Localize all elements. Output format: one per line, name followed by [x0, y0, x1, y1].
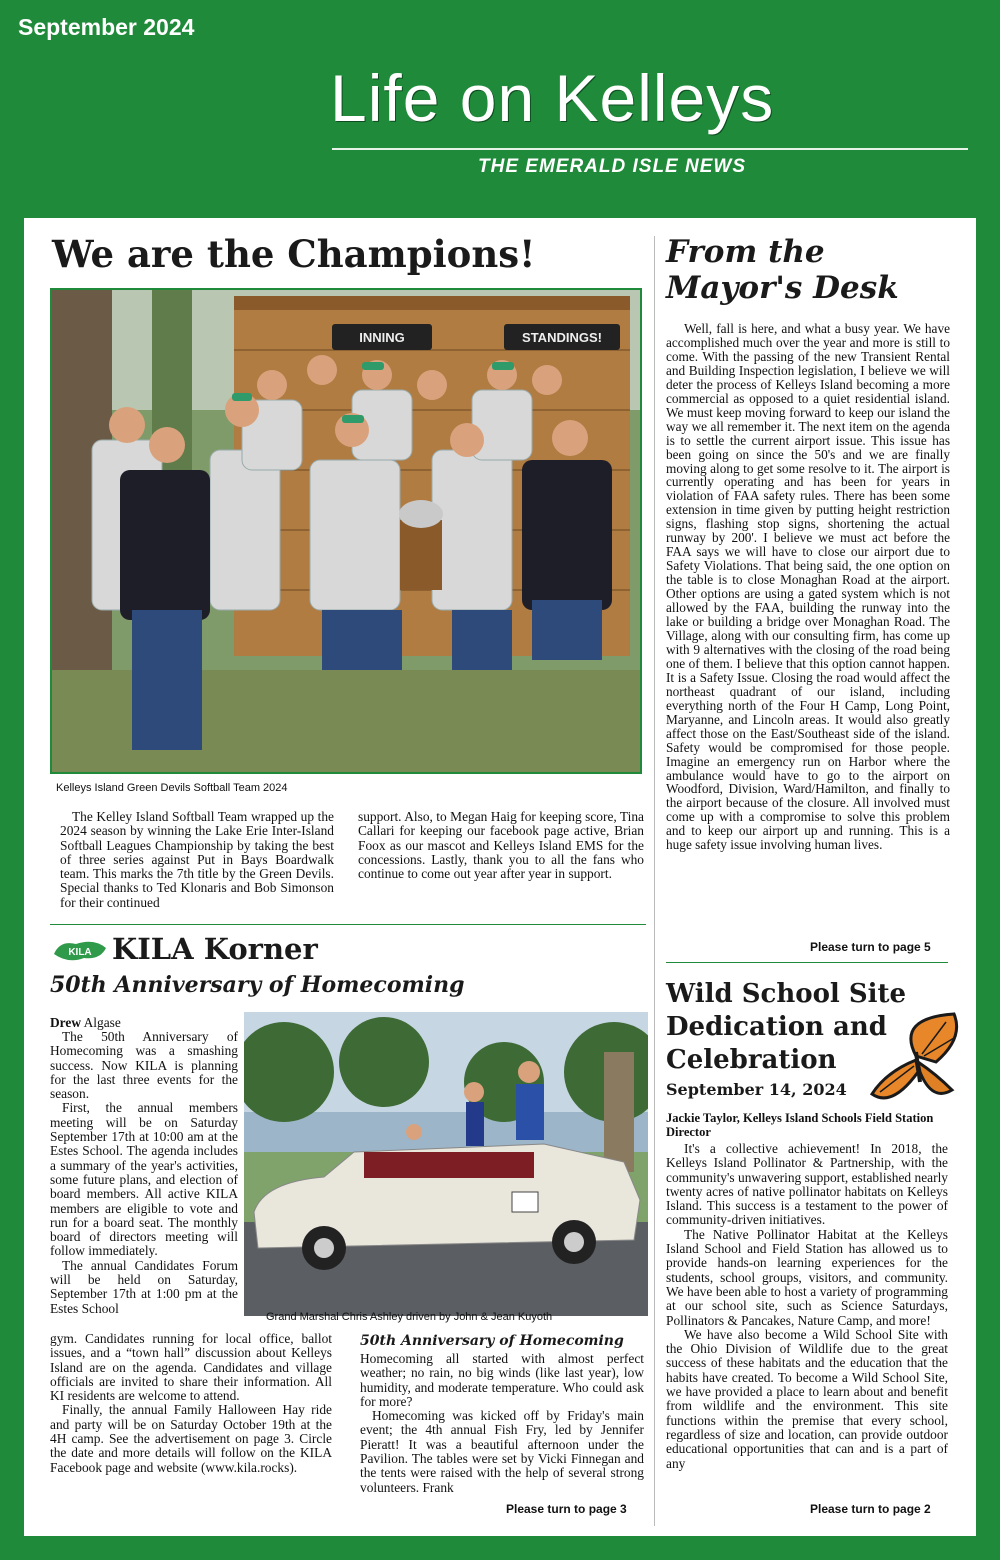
champions-headline: We are the Champions!: [52, 232, 536, 276]
issue-date: September 2024: [18, 14, 195, 40]
softball-team-photo: [50, 288, 642, 774]
mayor-divider: [666, 962, 948, 963]
wild-school-continued: Please turn to page 2: [810, 1502, 931, 1516]
kila-subhead: 50th Anniversary of Homecoming: [50, 972, 465, 998]
champions-col1: The Kelley Island Softball Team wrapped up the 2024 season by winning the Lake Erie Inter-Island Softball Leagues Championship by taking the best of three series against Put in Bays Boardwalk team. This marks the 7th title by the Green Devils. Special thanks to Ted Klonaris and Bob Simonson for their continued: [60, 809, 334, 910]
parade-car-illustration: [244, 1012, 648, 1316]
photo-sign-standings: STANDINGS!: [522, 330, 602, 345]
wild-school-body: It's a collective achievement! In 2018, the Kelleys Island Pollinator & Partnership, with the community's unwavering support, established nearly twenty acres of native pollinator habitats on Kelleys Island. This success is a testament to the power of community-driven initiatives. The Native Pollinator Habitat at the Kelleys Island School and Field Station has allowed us to provide hands-on learning experiences for the students, school groups, visitors, and community. We have been able to host a variety of programming at our school site, such as Science Saturdays, Pollinators & Pancakes, Nature Camp, and more! We have also become a Wild School Site with the Ohio Division of Wildlife due to the great success of these habitats and the education that the habits have created. To become a Wild School Site, we have provided a place to learn about and benefit from wildlife and the environment. This site functions within the premise that every school, regardless of size and location, can provide outdoor educational opportunities that can and is a part of any: [666, 1141, 948, 1471]
homecoming-parade-photo: [244, 1012, 648, 1316]
kila-headline: KILA Korner: [112, 932, 318, 966]
wild-school-byline: Jackie Taylor, Kelleys Island Schools Field Station Director: [666, 1111, 934, 1139]
kila-continued: Please turn to page 3: [506, 1502, 627, 1516]
softball-photo-caption: Kelleys Island Green Devils Softball Team 2024: [56, 782, 288, 794]
softball-team-illustration: [52, 290, 640, 772]
mayor-continued: Please turn to page 5: [810, 940, 931, 954]
column-rule: [654, 236, 655, 1526]
masthead-tagline: THE EMERALD ISLE NEWS: [478, 156, 747, 177]
mayor-body: Well, fall is here, and what a busy year. We have accomplished much over the year and more is still to come. With the passing of the new Transient Rental and Building Inspection legislation, I believe we will deter the process of Kelleys Island becoming a more commercial as opposed to a quiet residential island. We must keep moving forward to keep our island the way we all remember it. The next item on the agenda is to settle the current airport issue. This issue has been going on since the 50's and we are finally moving along to get some resolve to it. The airport is currently operating and has been for years in violation of FAA safety rules. There has been some extension in time given by putting height restriction signs, flashing stop signs, shortening the actual runway by 200'. I believe we must act before the FAA says we will have to close our airport due to Safety Violations. That being said, the one option on the table is to close Monaghan Road at the airport. Other options are using a gated system which is not allowed by the FAA, building the runway into the lake or building a bridge over Monaghan Road. The Village, along with our consulting firm, has come up with 9 alternatives with the closing of the road being one of them. I believe that this option cannot happen. It is a Safety Issue. Closing the road would affect the northeast quadrant of our island, including everything north of the Four H Camp, Long Point, Maryanne, and Lincoln areas. It would also greatly affect those on the East/Southeast side of the island. Safety would be compromised for those people. Imagine an emergency run on Harbor where the ambulance would have to go to the airport on Woodford, Division, Ward/Hamilton, and finally to the airport because of the closure. All involved must come up with a compromise to solve this problem and to keep our airport up and running. This is a huge safety issue involving human lives.: [666, 321, 950, 853]
newspaper-page: [24, 218, 976, 1536]
kila-byline: Drew Algase: [50, 1015, 121, 1030]
kila-col1-intro: The 50th Anniversary of Homecoming was a smashing success. Now KILA is planning for the last three events for the season. First, the annual members meeting will be on Saturday September 17th at 10:00 am at the Estes School. The agenda includes a summary of the year's activities, some future plans, and election of board members. All active KILA members are eligible to vote and run for a board seat. The monthly board of directors meeting will follow immediately. The annual Candidates Forum will be held on Saturday, September 17th at 1:00 pm at the Estes School: [50, 1029, 238, 1316]
homecoming-col2: Homecoming all started with almost perfect weather; no rain, no big winds (like last year), low humidity, and moderate temperature. Who could ask for more? Homecoming was kicked off by Friday's main event; the 4th annual Fish Fry, led by Jennifer Pieratt! It was a beautiful afternoon under the Pavilion. The tables were set by Vicki Finnegan and the tents were raised with the help of several strong volunteers. Frank: [360, 1351, 644, 1495]
kila-col1-continued: gym. Candidates running for local office, ballot issues, and a “town hall” discussion about Kelleys Island are on the agenda. Candidates and village officials are invited to share their information. All KI residents are welcome to attend. Finally, the annual Family Halloween Hay ride and party will be on Saturday October 19th at the 4H camp. See the advertisement on page 3. Circle the date and more details will follow on the KILA Facebook page and website (www.kila.rocks).: [50, 1331, 332, 1475]
kila-logo-text: KILA: [68, 947, 92, 958]
kila-logo: [50, 936, 110, 964]
wild-school-date: September 14, 2024: [666, 1080, 847, 1099]
homecoming-subhead: 50th Anniversary of Homecoming: [360, 1333, 624, 1349]
photo-sign-inning: INNING: [359, 330, 405, 345]
monarch-butterfly-illustration: [866, 1012, 966, 1108]
parade-photo-caption: Grand Marshal Chris Ashley driven by John & Jean Kuyoth: [266, 1311, 553, 1323]
section-divider: [50, 924, 646, 925]
masthead-rule: [332, 148, 968, 150]
masthead-title: Life on Kelleys: [330, 61, 775, 135]
champions-col2: support. Also, to Megan Haig for keeping score, Tina Callari for keeping our facebook page active, Brian Foox as our mascot and Kelleys Island EMS for the concessions. Lastly, thank you to all the fans who continue to come out year after year in support.: [358, 809, 644, 882]
wild-school-headline: Wild School Site Dedication and Celebration: [666, 979, 907, 1075]
mayor-headline: From the Mayor's Desk: [666, 234, 899, 306]
